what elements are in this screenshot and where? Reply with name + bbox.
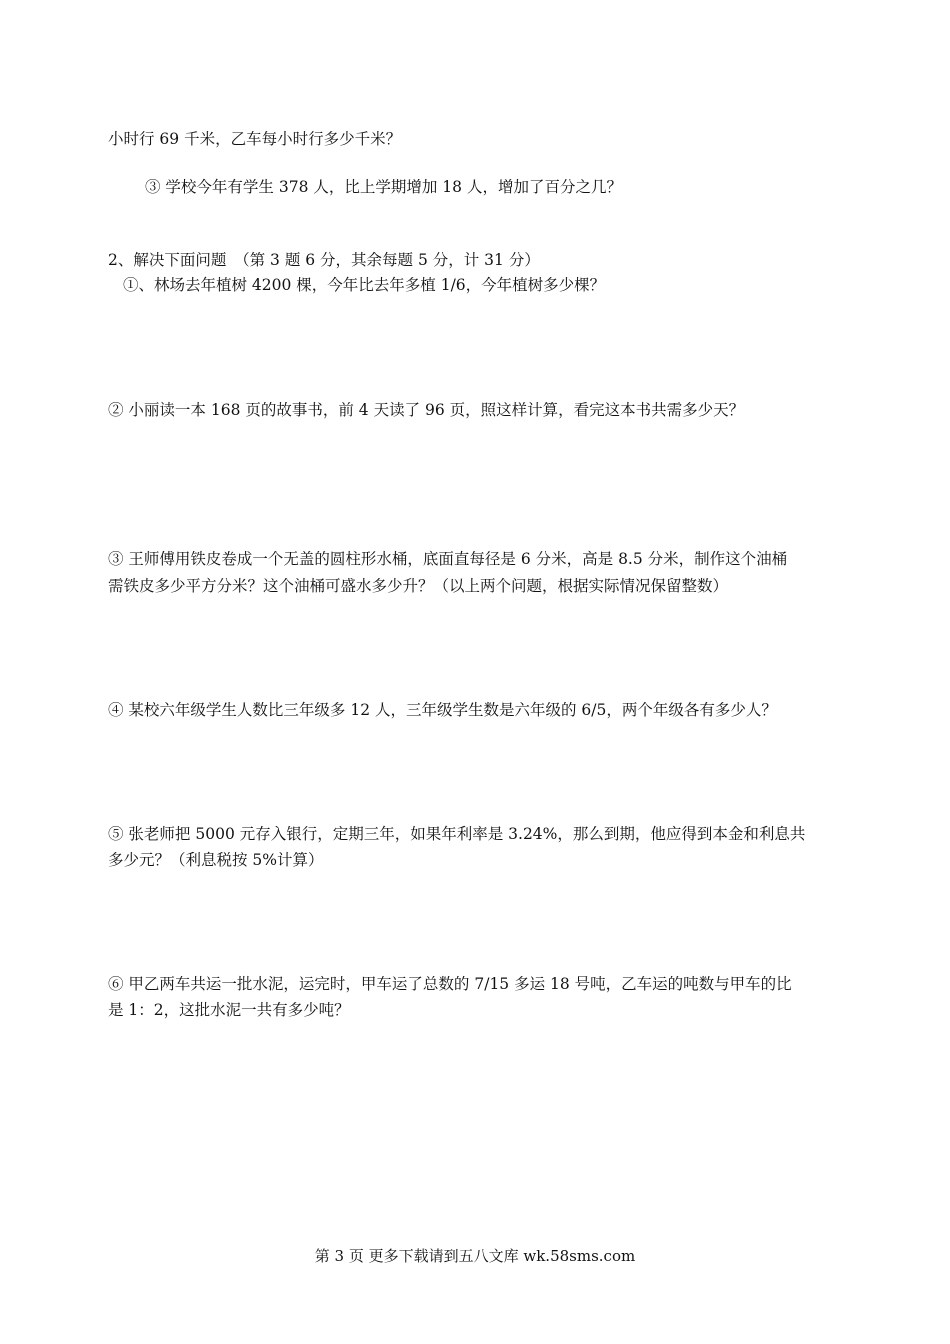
problem-2-text: ② 小丽读一本 168 页的故事书，前 4 天读了 96 页，照这样计算，看完这本书共需多少天？ <box>108 401 745 419</box>
problem-5-text-line1: ⑤ 张老师把 5000 元存入银行，定期三年，如果年利率是 3.24%，那么到期，他应得到本金和利息共 <box>108 825 806 843</box>
problem-5-text-line2: 多少元？（利息税按 5%计算） <box>108 851 324 869</box>
problem-3-text-line1: ③ 王师傅用铁皮卷成一个无盖的圆柱形水桶，底面直每径是 6 分米，高是 8.5 分米，制作这个油桶 <box>108 550 788 568</box>
question-3-text: ③ 学校今年有学生 378 人，比上学期增加 18 人，增加了百分之几？ <box>145 178 622 196</box>
problem-6-text-line2: 是 1：2，这批水泥一共有多少吨？ <box>108 1001 350 1019</box>
page-footer: 第 3 页 更多下载请到五八文库 wk.58sms.com <box>314 1247 636 1265</box>
problem-3-text-line2: 需铁皮多少平方分米？这个油桶可盛水多少升？（以上两个问题，根据实际情况保留整数） <box>108 577 729 595</box>
question-continuation: 小时行 69 千米，乙车每小时行多少千米？ <box>108 130 402 148</box>
problem-1-text: ①、林场去年植树 4200 棵，今年比去年多植 1/6，今年植树多少棵？ <box>123 276 606 294</box>
problem-6-text-line1: ⑥ 甲乙两车共运一批水泥，运完时，甲车运了总数的 7/15 多运 18 号吨，乙车运的吨数与甲车的比 <box>108 975 792 993</box>
section-2-heading: 2、解决下面问题 （第 3 题 6 分，其余每题 5 分，计 31 分） <box>108 251 540 269</box>
problem-4-text: ④ 某校六年级学生人数比三年级多 12 人，三年级学生数是六年级的 6/5，两个年级各有多少人？ <box>108 701 777 719</box>
